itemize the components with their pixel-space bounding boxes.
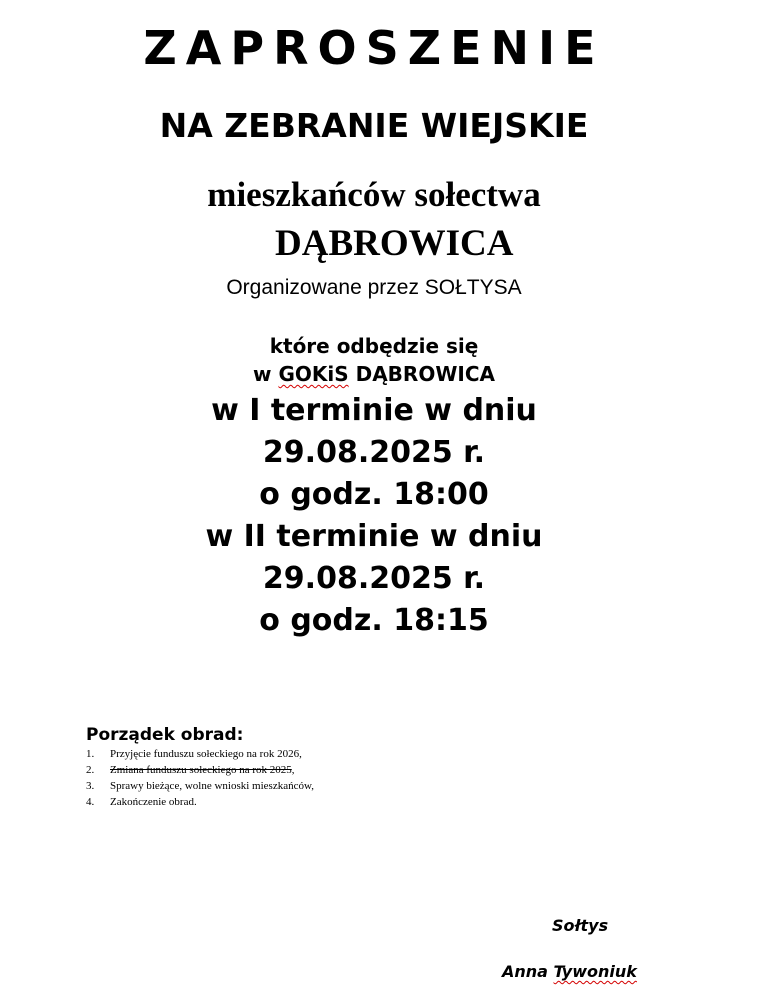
agenda-item-number: 1. (86, 748, 95, 760)
venue-place-name: GOKiS (278, 362, 349, 386)
second-term-label: w II terminie w dniu (205, 519, 543, 554)
agenda-item (86, 762, 314, 778)
second-term-time: o godz. 18:15 (259, 603, 489, 638)
agenda-item-struck-text: Zmiana funduszu sołeckiego na rok 2025 (110, 764, 292, 776)
agenda-item-number: 3. (86, 780, 95, 792)
agenda-list (86, 746, 314, 810)
first-term-label: w I terminie w dniu (211, 393, 537, 428)
residents-line: mieszkańców sołectwa (207, 175, 541, 214)
first-term-time: o godz. 18:00 (259, 477, 489, 512)
signature-last-name: Tywoniuk (553, 962, 637, 981)
venue-intro: które odbędzie się (269, 334, 479, 358)
agenda-heading: Porządek obrad: (86, 725, 244, 745)
agenda-item-punctuation: , (291, 764, 295, 776)
agenda-item-number: 2. (86, 764, 95, 776)
invitation-title: ZAPROSZENIE (143, 21, 605, 75)
organizer-line: Organizowane przez SOŁTYSA (226, 276, 522, 299)
venue-prefix: w (253, 362, 279, 386)
signature-first-name: Anna (502, 962, 554, 981)
village-name: DĄBROWICA (275, 223, 514, 264)
signature-name (502, 960, 637, 984)
agenda-item-text: Sprawy bieżące, wolne wnioski mieszkańców, (110, 780, 314, 792)
agenda-item (86, 746, 314, 762)
venue-place-rest: DĄBROWICA (348, 362, 495, 386)
signature-role: Sołtys (552, 916, 609, 935)
agenda-item-number: 4. (86, 796, 95, 808)
agenda-item (86, 794, 314, 810)
second-term-date: 29.08.2025 r. (262, 561, 486, 596)
agenda-item-text: Przyjęcie funduszu sołeckiego na rok 2026, (110, 748, 302, 760)
meeting-subtitle: NA ZEBRANIE WIEJSKIE (159, 106, 589, 145)
agenda-item-text: Zakończenie obrad. (110, 796, 197, 808)
first-term-date: 29.08.2025 r. (262, 435, 486, 470)
agenda-item (86, 778, 314, 794)
venue-place (0, 360, 748, 388)
